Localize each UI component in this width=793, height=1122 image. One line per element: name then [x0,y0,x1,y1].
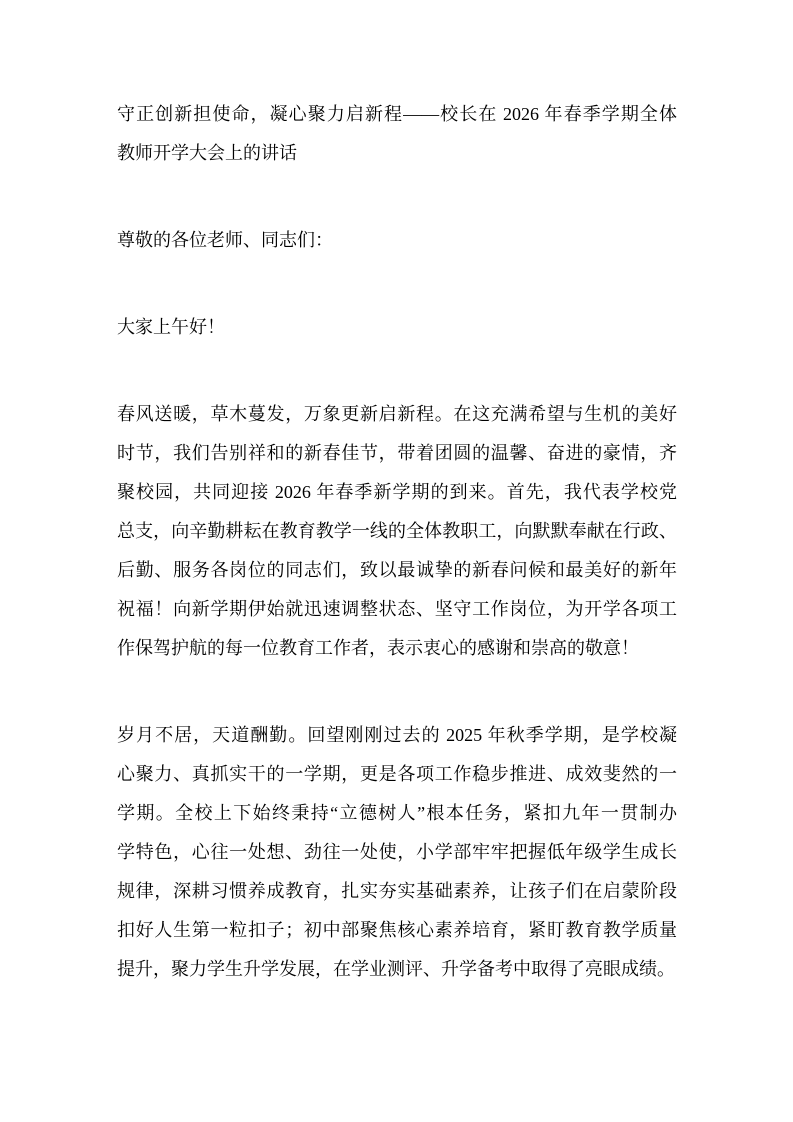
text-line: 学特色，心往一处想、劲往一处使，小学部牢牢把握低年级学生成长 [117,842,677,862]
paragraph-opening-welcome [117,395,677,668]
text-line: 提升，聚力学生升学发展，在学业测评、升学备考中取得了亮眼成绩。 [117,959,675,979]
salutation [117,221,677,260]
text-line: 作保驾护航的每一位教育工作者，表示衷心的感谢和崇高的敬意！ [117,638,639,658]
text-line: 总支，向辛勤耕耘在教育教学一线的全体教职工，向默默奉献在行政、 [117,521,677,541]
text-line: 祝福！向新学期伊始就迅速调整状态、坚守工作岗位，为开学各项工 [117,599,677,619]
text-line: 规律，深耕习惯养成教育，扎实夯实基础素养，让孩子们在启蒙阶段 [117,881,677,901]
title-line: 守正创新担使命，凝心聚力启新程——校长在 2026 年春季学期全体 [117,104,677,124]
document-title [117,95,677,173]
text-line: 春风送暖，草木蔓发，万象更新启新程。在这充满希望与生机的美好 [117,404,677,424]
title-line: 教师开学大会上的讲话 [117,143,297,163]
greeting [117,308,677,347]
greeting-line: 大家上午好！ [117,317,225,337]
text-line: 时节，我们告别祥和的新春佳节，带着团圆的温馨、奋进的豪情，齐 [117,443,677,463]
salutation-line: 尊敬的各位老师、同志们： [117,230,333,250]
text-line: 扣好人生第一粒扣子；初中部聚焦核心素养培育，紧盯教育教学质量 [117,920,677,940]
text-line: 后勤、服务各岗位的同志们，致以最诚挚的新春问候和最美好的新年 [117,560,677,580]
text-line: 岁月不居，天道酬勤。回望刚刚过去的 2025 年秋季学期，是学校凝 [117,725,677,745]
text-line: 心聚力、真抓实干的一学期，更是各项工作稳步推进、成效斐然的一 [117,764,677,784]
paragraph-semester-review [117,716,677,989]
text-line: 学期。全校上下始终秉持“立德树人”根本任务，紧扣九年一贯制办 [117,803,677,823]
text-line: 聚校园，共同迎接 2026 年春季新学期的到来。首先，我代表学校党 [117,482,677,502]
